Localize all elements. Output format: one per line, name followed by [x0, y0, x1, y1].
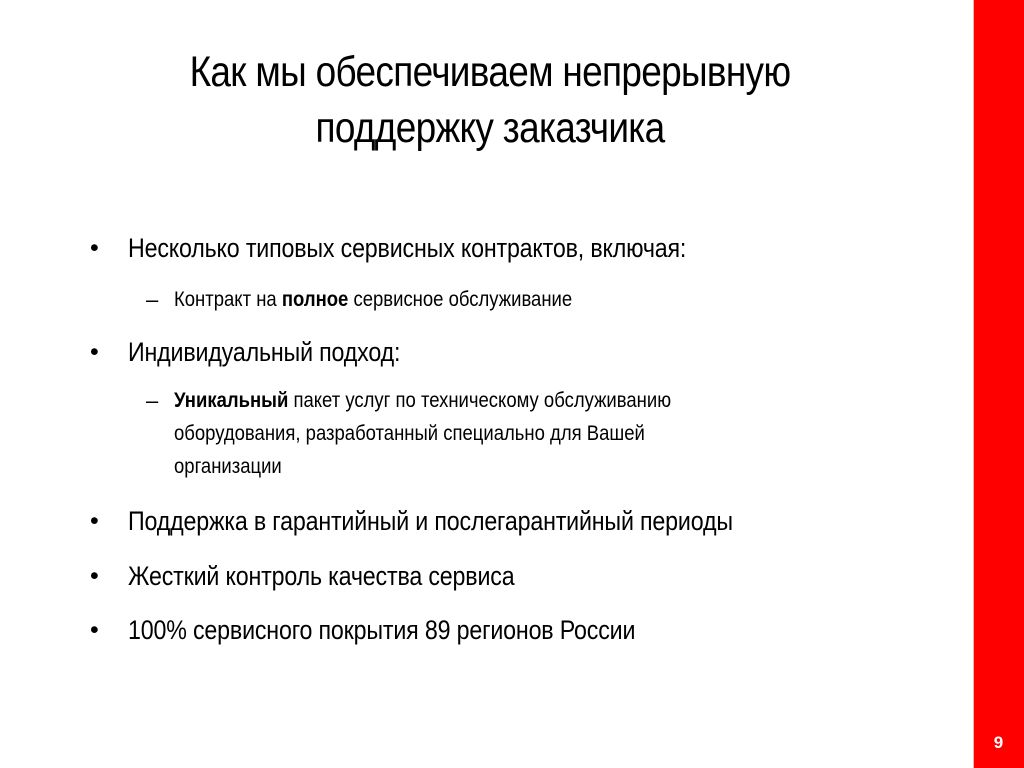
sub-bullet-text-part: Контракт на — [174, 287, 282, 311]
bullet-icon: • — [90, 562, 99, 590]
sub-bullet-text-part: сервисное обслуживание — [348, 287, 573, 311]
bullet-text: Индивидуальный подход: — [128, 337, 401, 367]
sub-bullet-line: оборудования, разработанный специально для Вашей — [174, 421, 645, 445]
slide-title — [120, 44, 860, 156]
page-number: 9 — [993, 733, 1004, 752]
sub-bullet-bold-text: полное — [281, 287, 349, 311]
bullet-text: Поддержка в гарантийный и послегарантийный периоды — [128, 506, 733, 536]
slide-title-line-1: Как мы обеспечиваем непрерывную — [189, 48, 791, 96]
bullet-text: Жесткий контроль качества сервиса — [128, 561, 515, 591]
sub-bullet-line: организации — [174, 454, 282, 478]
sub-bullet-line — [174, 384, 671, 417]
sub-bullet-text — [174, 384, 671, 483]
bullet-icon: • — [90, 338, 99, 366]
sub-bullet-text-part: пакет услуг по техническому обслуживанию — [288, 388, 672, 412]
bullet-text: 100% сервисного покрытия 89 регионов России — [128, 615, 636, 645]
bullet-text: Несколько типовых сервисных контрактов, включая: — [128, 233, 687, 263]
bullet-icon: • — [90, 234, 99, 262]
red-side-band — [973, 0, 1024, 768]
bullet-icon: • — [90, 507, 99, 535]
side-band-edge — [973, 0, 974, 768]
sub-bullet-text — [174, 283, 572, 316]
bullet-icon: • — [90, 616, 99, 644]
dash-icon: – — [146, 388, 159, 413]
dash-icon: – — [146, 287, 159, 312]
sub-bullet-bold-text: Уникальный — [174, 388, 289, 412]
slide-title-line-2: поддержку заказчика — [315, 104, 665, 152]
